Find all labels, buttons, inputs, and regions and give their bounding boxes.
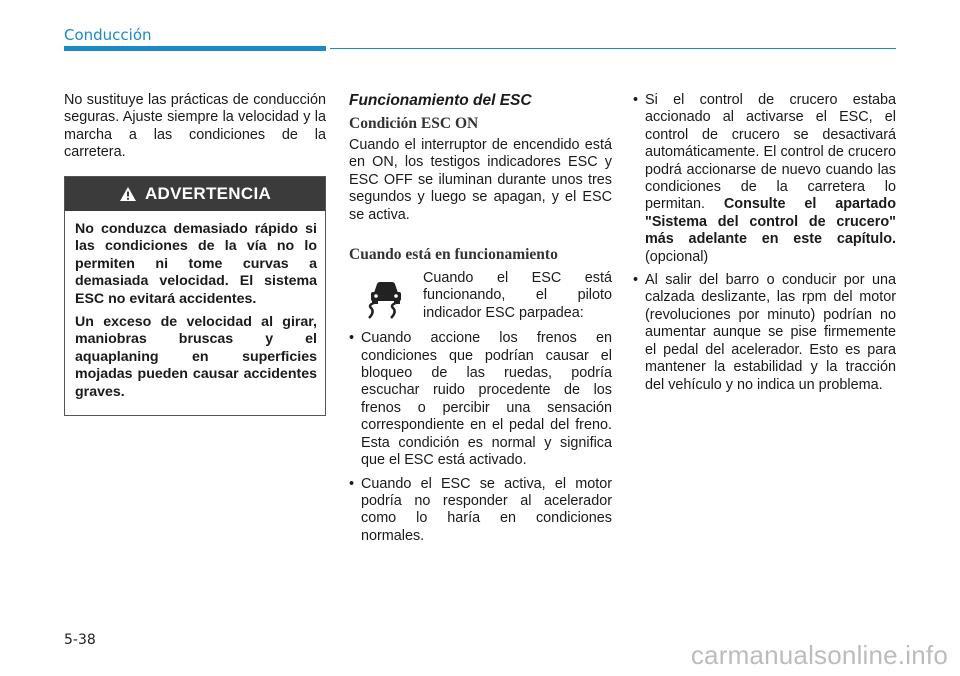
- warning-body: [65, 211, 325, 401]
- header-rule-thin: [330, 48, 896, 49]
- page-number: 5-38: [64, 632, 96, 648]
- warning-paragraph-2: Un exceso de velocidad al girar, maniobras bruscas y el aquaplaning en superficies mojadas pueden causar accidentes graves.: [75, 314, 317, 400]
- header-rule-thick: [64, 46, 326, 51]
- column-left: [64, 92, 326, 162]
- column-right: [633, 92, 896, 400]
- bullet-dot: •: [349, 475, 355, 492]
- list-item: [349, 476, 612, 546]
- list-item: [633, 92, 896, 266]
- esc-indicator-row: [361, 270, 612, 322]
- warning-header: [65, 177, 325, 211]
- section-title: Conducción: [64, 26, 152, 44]
- column-middle: [349, 92, 612, 551]
- esc-skid-car-icon: [361, 272, 411, 322]
- bullet-dot: •: [349, 330, 355, 347]
- list-item: [349, 330, 612, 469]
- cruise-bullet-text: [645, 92, 896, 266]
- list-item: [633, 272, 896, 394]
- esc-indicator-text: Cuando el ESC está funcionando, el piloto indicador ESC parpadea:: [423, 270, 612, 321]
- warning-triangle-icon: [119, 186, 137, 202]
- warning-paragraph-1: No conduzca demasiado rápido si las condiciones de la vía no lo permiten ni tome curvas a demasiada velocidad. El sistema ESC no evitará accidentes.: [75, 221, 317, 307]
- cruise-bullet-reference: Consulte el apartado "Sistema del control de crucero" más adelante en este capítulo.: [645, 196, 896, 248]
- esc-on-paragraph: Cuando el interruptor de encendido está en ON, los testigos indicadores ESC y ESC OFF se iluminan durante unos tres segundos y luego se apagan, y el ESC se activa.: [349, 137, 612, 223]
- esc-operation-heading: Funcionamiento del ESC: [349, 92, 532, 109]
- warning-box: [64, 176, 326, 416]
- engine-bullet-text: Cuando el ESC se activa, el motor podría no responder al acelerador como lo haría en condiciones normales.: [361, 475, 612, 544]
- in-operation-subheading: Cuando está en funcionamiento: [349, 246, 558, 264]
- intro-paragraph: No sustituye las prácticas de conducción seguras. Ajuste siempre la velocidad y la marcha a las condiciones de la carretera.: [64, 92, 326, 161]
- cruise-bullet-main: Si el control de crucero estaba accionado al activarse el ESC, el control de crucero se desactivará automáticamente. El control de crucero podrá accionarse de nuevo cuando las condiciones de la carretera lo permitan.: [645, 92, 896, 213]
- bullet-dot: •: [633, 92, 639, 108]
- mud-bullet-text: Al salir del barro o conducir por una calzada deslizante, las rpm del motor (revoluciones por minuto) podrían no aumentar aunque se pise firmemente el pedal del acelerador. Esto es para mantener la estabilidad y la tracción del vehículo y no indica un problema.: [645, 272, 896, 393]
- bullet-dot: •: [633, 272, 639, 289]
- cruise-bullet-optional: (opcional): [645, 248, 709, 265]
- esc-on-subheading: Condición ESC ON: [349, 115, 479, 132]
- warning-title: ADVERTENCIA: [144, 184, 272, 203]
- watermark: carmanualsonline.info: [690, 640, 948, 670]
- brake-bullet-text: Cuando accione los frenos en condiciones que podrían causar el bloqueo de las ruedas, podría escuchar ruido procedente de los frenos o percibir una sensación correspondiente en el pedal del freno. Esta condición es normal y significa que el ESC está activado.: [361, 330, 612, 469]
